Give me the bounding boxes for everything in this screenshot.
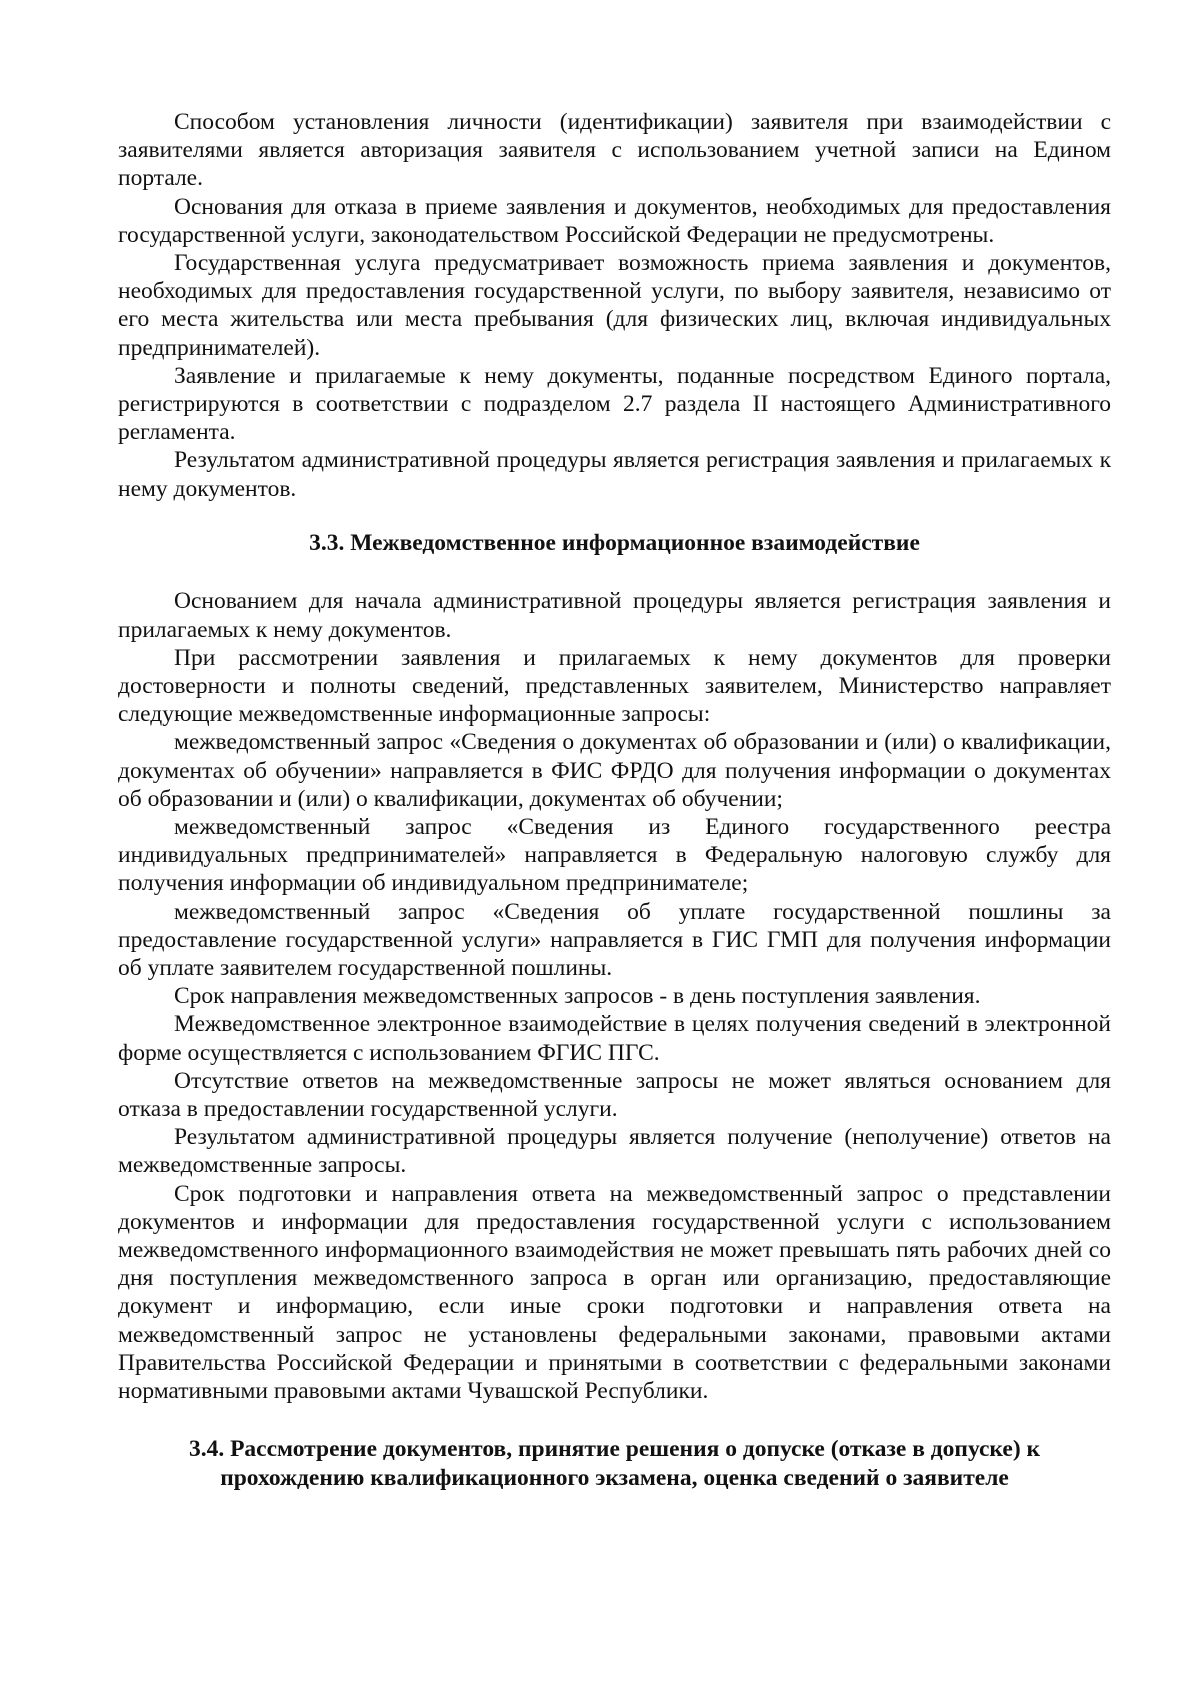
paragraph: межведомственный запрос «Сведения об уплате государственной пошлины за предоставление государственной услуги» направляется в ГИС ГМП для получения информации об уплате заявителем государственной пошлины. — [118, 898, 1111, 981]
paragraph: Результатом административной процедуры является получение (неполучение) ответов на межведомственные запросы. — [118, 1124, 1111, 1179]
paragraph: Основанием для начала административной процедуры является регистрация заявления и прилагаемых к нему документов. — [118, 588, 1111, 643]
paragraph: При рассмотрении заявления и прилагаемых к нему документов для проверки достоверности и полноты сведений, представленных заявителем, Министерство направляет следующие межведомственные информационные запросы: — [118, 644, 1111, 728]
section-heading-3-3: 3.3. Межведомственное информационное взаимодействие — [309, 529, 920, 556]
paragraph: Государственная услуга предусматривает возможность приема заявления и документов, необходимых для предоставления государственной услуги, по выбору заявителя, независимо от его места жительства или места пребывания (для физических лиц, включая индивидуальных предпринимателей). — [118, 250, 1111, 361]
paragraph: Способом установления личности (идентификации) заявителя при взаимодействии с заявителями является авторизация заявителя с использованием учетной записи на Едином портале. — [118, 109, 1111, 192]
paragraph: Срок подготовки и направления ответа на межведомственный запрос о представлении документов и информации для предоставления государственной услуги с использованием межведомственного информационного взаимодействия не может превышать пять рабочих дней со дня поступления межведомственного запроса в орган или организацию, предоставляющие документ и информацию, если иные сроки подготовки и направления ответа на межведомственный запрос не установлены федеральными законами, правовыми актами Правительства Российской Федерации и принятыми в соответствии с федеральными законами нормативными правовыми актами Чувашской Республики. — [118, 1180, 1111, 1405]
document-page — [118, 108, 1111, 1492]
paragraph: Результатом административной процедуры является регистрация заявления и прилагаемых к нему документов. — [118, 447, 1111, 502]
paragraph: Межведомственное электронное взаимодействие в целях получения сведений в электронной форме осуществляется с использованием ФГИС ПГС. — [118, 1011, 1111, 1066]
paragraph: Заявление и прилагаемые к нему документы, поданные посредством Единого портала, регистрируются в соответствии с подразделом 2.7 раздела II настоящего Административного регламента. — [118, 362, 1111, 446]
paragraph: Отсутствие ответов на межведомственные запросы не может являться основанием для отказа в предоставлении государственной услуги. — [118, 1067, 1111, 1122]
section-heading-3-4: 3.4. Рассмотрение документов, принятие решения о допуске (отказе в допуске) к прохождению квалификационного экзамена, оценка сведений о заявителе — [188, 1436, 1041, 1491]
paragraph: межведомственный запрос «Сведения о документах об образовании и (или) о квалификации, документах об обучении» направляется в ФИС ФРДО для получения информации о документах об образовании и (или) о квалификации, документах об обучении; — [118, 729, 1111, 812]
paragraph: межведомственный запрос «Сведения из Единого государственного реестра индивидуальных предпринимателей» направляется в Федеральную налоговую службу для получения информации об индивидуальном предпринимателе; — [118, 813, 1111, 897]
paragraph: Основания для отказа в приеме заявления и документов, необходимых для предоставления государственной услуги, законодательством Российской Федерации не предусмотрены. — [118, 193, 1111, 248]
paragraph: Срок направления межведомственных запросов - в день поступления заявления. — [174, 983, 981, 1010]
